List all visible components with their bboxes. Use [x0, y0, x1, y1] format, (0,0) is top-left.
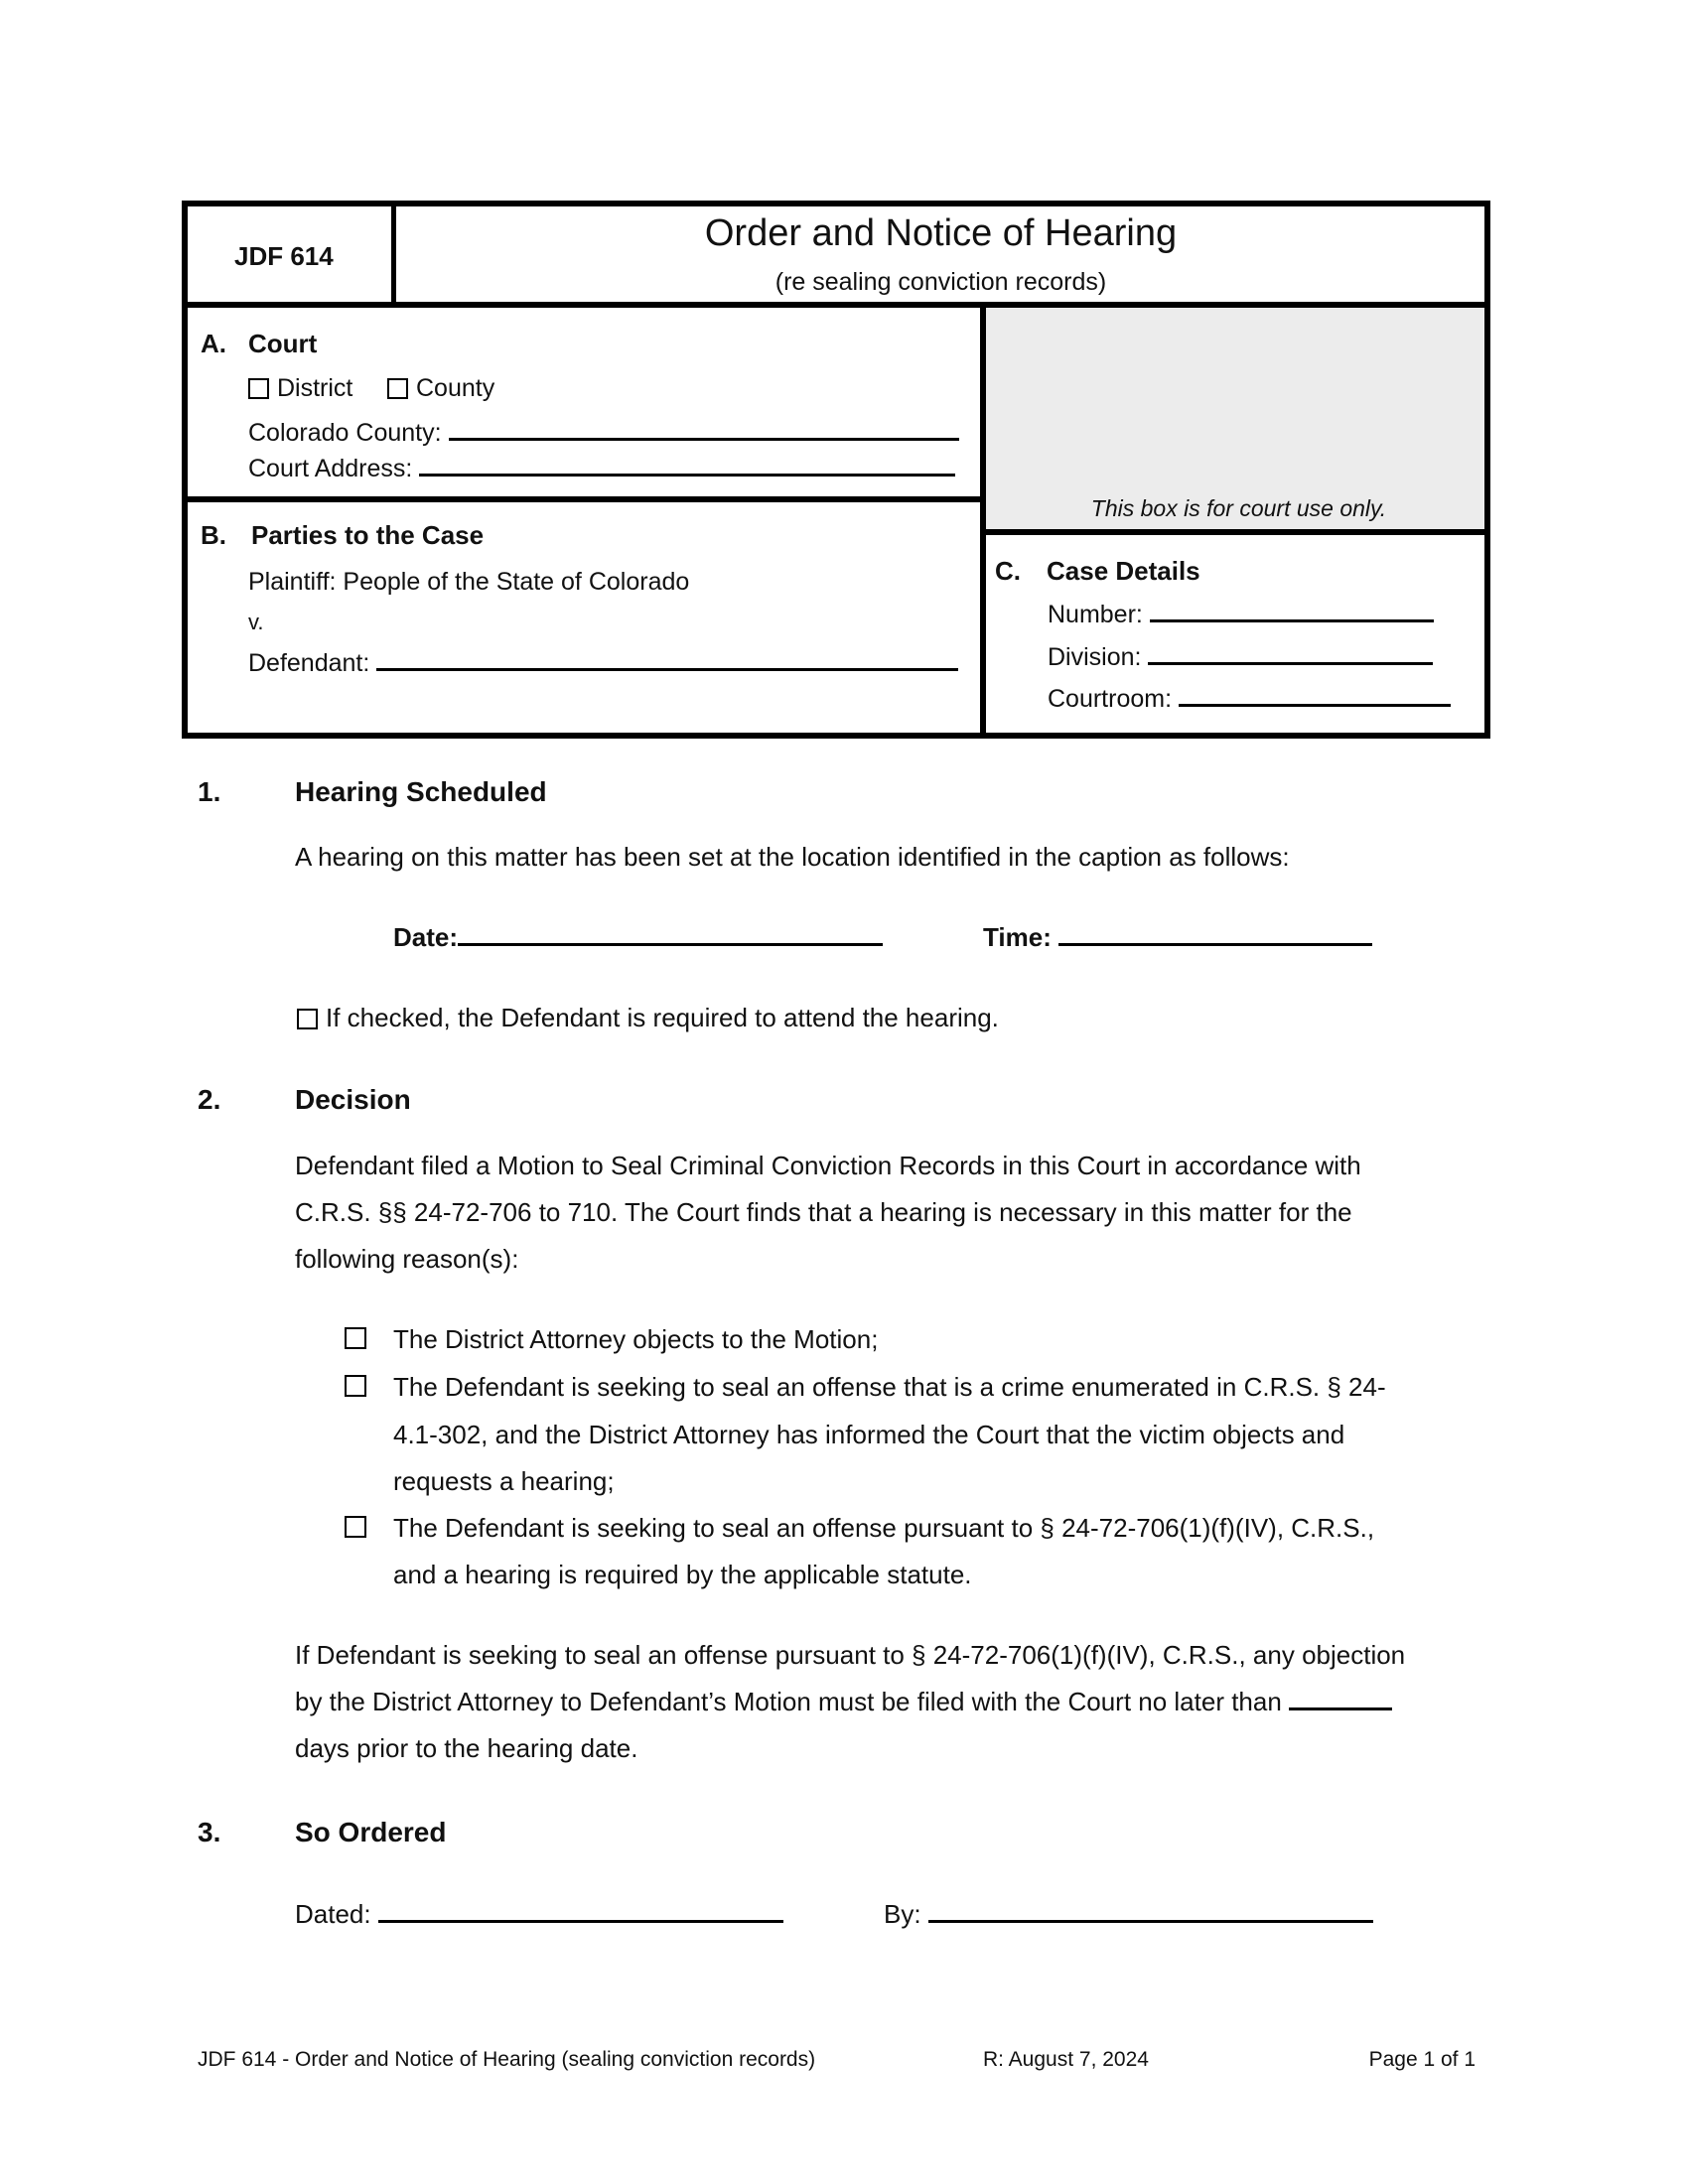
decision-line: following reason(s):	[295, 1244, 519, 1274]
attend-label: If checked, the Defendant is required to attend the hearing.	[326, 1003, 999, 1032]
court-address-label: Court Address:	[248, 455, 413, 482]
form-id: JDF 614	[234, 241, 334, 271]
attend-checkbox[interactable]	[297, 1009, 318, 1029]
section-a-letter: A.	[201, 329, 226, 358]
reason-checkbox[interactable]	[345, 1375, 366, 1397]
by-label: By:	[884, 1899, 921, 1929]
district-checkbox[interactable]	[248, 378, 269, 399]
reason-line: 4.1-302, and the District Attorney has informed the Court that the victim objects and	[393, 1420, 1345, 1449]
district-label: District	[277, 374, 353, 402]
section-1-heading: Hearing Scheduled	[295, 776, 547, 807]
objection-days-field[interactable]	[295, 1689, 1392, 1714]
reason-line: The Defendant is seeking to seal an offense pursuant to § 24-72-706(1)(f)(IV), C.R.S.,	[393, 1513, 1375, 1543]
colorado-county-field[interactable]	[248, 421, 959, 446]
defendant-field[interactable]	[248, 651, 958, 676]
decision-line: C.R.S. §§ 24-72-706 to 710. The Court finds that a hearing is necessary in this matter for the	[295, 1197, 1352, 1227]
court-type-county[interactable]	[387, 376, 494, 401]
date-label: Date:	[393, 922, 459, 952]
plaintiff-text: Plaintiff: People of the State of Colorado	[248, 568, 690, 596]
courtroom-label: Courtroom:	[1048, 685, 1173, 713]
section-3-number: 3.	[198, 1817, 221, 1847]
section-c-heading: Case Details	[1047, 556, 1200, 586]
attend-option[interactable]	[297, 1005, 999, 1030]
case-number-field[interactable]	[1048, 603, 1434, 627]
reason-checkbox[interactable]	[345, 1327, 366, 1349]
versus-text: v.	[248, 610, 264, 634]
court-use-note: This box is for court use only.	[1090, 495, 1387, 521]
reason-checkbox[interactable]	[345, 1516, 366, 1538]
section-a-heading: Court	[248, 329, 318, 358]
objection-line: days prior to the hearing date.	[295, 1733, 638, 1763]
section-b-heading: Parties to the Case	[251, 520, 485, 550]
county-checkbox[interactable]	[387, 378, 408, 399]
court-type-district[interactable]	[248, 376, 352, 401]
section-2-heading: Decision	[295, 1084, 411, 1115]
page-title: Order and Notice of Hearing	[704, 212, 1178, 254]
court-address-field[interactable]	[248, 457, 955, 481]
reason-line: The District Attorney objects to the Motion;	[393, 1324, 879, 1354]
time-field[interactable]	[983, 924, 1372, 950]
hearing-text: A hearing on this matter has been set at the location identified in the caption as follows:	[295, 842, 1290, 872]
section-2-number: 2.	[198, 1084, 221, 1115]
dated-label: Dated:	[295, 1899, 371, 1929]
section-1-number: 1.	[198, 776, 221, 807]
section-c-letter: C.	[995, 556, 1021, 586]
page-subtitle: (re sealing conviction records)	[774, 268, 1107, 296]
division-field[interactable]	[1048, 645, 1433, 670]
section-3-heading: So Ordered	[295, 1817, 447, 1847]
date-field[interactable]	[393, 924, 883, 950]
courtroom-field[interactable]	[1048, 687, 1451, 712]
footer-form-name: JDF 614 - Order and Notice of Hearing (sealing conviction records)	[198, 2048, 816, 2071]
defendant-label: Defendant:	[248, 649, 370, 677]
objection-line: by the District Attorney to Defendant’s Motion must be filed with the Court no later than	[295, 1687, 1282, 1716]
by-field[interactable]	[884, 1901, 1373, 1927]
divider	[983, 529, 1490, 535]
dated-field[interactable]	[295, 1901, 783, 1927]
section-b-letter: B.	[201, 520, 226, 550]
case-number-label: Number:	[1048, 601, 1143, 628]
reason-line: requests a hearing;	[393, 1466, 615, 1496]
division-label: Division:	[1048, 643, 1142, 671]
county-label: County	[416, 374, 495, 402]
reason-line: The Defendant is seeking to seal an offense that is a crime enumerated in C.R.S. § 24-	[393, 1372, 1386, 1402]
time-label: Time:	[983, 922, 1052, 952]
divider	[182, 496, 983, 502]
objection-line: If Defendant is seeking to seal an offense pursuant to § 24-72-706(1)(f)(IV), C.R.S., any objection	[295, 1640, 1406, 1670]
footer-revision: R: August 7, 2024	[983, 2048, 1149, 2071]
reason-line: and a hearing is required by the applicable statute.	[393, 1560, 972, 1589]
footer-page-number: Page 1 of 1	[1368, 2048, 1476, 2071]
decision-line: Defendant filed a Motion to Seal Criminal Conviction Records in this Court in accordance with	[295, 1151, 1361, 1180]
colorado-county-label: Colorado County:	[248, 419, 442, 447]
